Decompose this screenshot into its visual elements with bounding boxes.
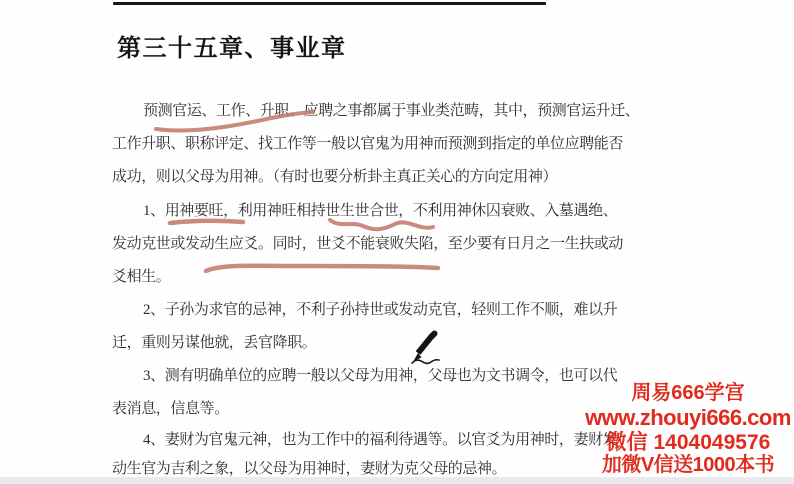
pencil-cursor-icon [405,330,447,366]
watermark-wechat: 微信 1404049576 [605,431,771,454]
doc-line-8: 迁，重则另谋他就，丢官降职。 [112,335,317,351]
doc-line-10: 表消息，信息等。 [112,401,229,417]
doc-line-4: 1、用神要旺，利用神旺相持世生世合世，不利用神休囚衰败、入墓遇绝、 [143,203,618,219]
hand-underline-3 [330,220,433,229]
doc-line-3: 成功，则以父母为用神。（有时也要分析卦主真正关心的方向定用神） [112,169,558,185]
doc-line-6: 爻相生。 [112,269,171,285]
doc-line-5: 发动克世或发动生应爻。同时，世爻不能衰败失陷，至少要有日月之一生扶或动 [112,236,624,252]
doc-line-2: 工作升职、职称评定、找工作等一般以官鬼为用神而预测到指定的单位应聘能否 [112,136,624,152]
doc-line-9: 3、测有明确单位的应聘一般以父母为用神，父母也为文书调令，也可以代 [143,368,618,384]
doc-line-12: 动生官为吉利之象，以父母为用神时，妻财为克父母的忌神。 [112,461,507,477]
watermark-promo: 加微V信送1000本书 [601,454,775,476]
watermark-brand: 周易666学宫 [631,382,745,404]
watermark-url: www.zhouyi666.com [585,405,791,430]
doc-line-1: 预测官运、工作、升职、应聘之事都属于事业类范畴，其中，预测官运升迁、 [143,103,640,119]
doc-line-7: 2、子孙为求官的忌神，不利子孙持世或发动克官，轻则工作不顺，难以升 [143,302,618,318]
hand-underline-4 [206,266,438,271]
watermark [583,382,793,477]
chapter-title: 第三十五章、事业章 [117,36,347,62]
bottom-strip [0,477,794,484]
hand-underline-2 [170,221,243,223]
doc-line-11: 4、妻财为官鬼元神，也为工作中的福利待遇等。以官爻为用神时，妻财发 [143,432,618,448]
page-top-border [113,2,546,5]
